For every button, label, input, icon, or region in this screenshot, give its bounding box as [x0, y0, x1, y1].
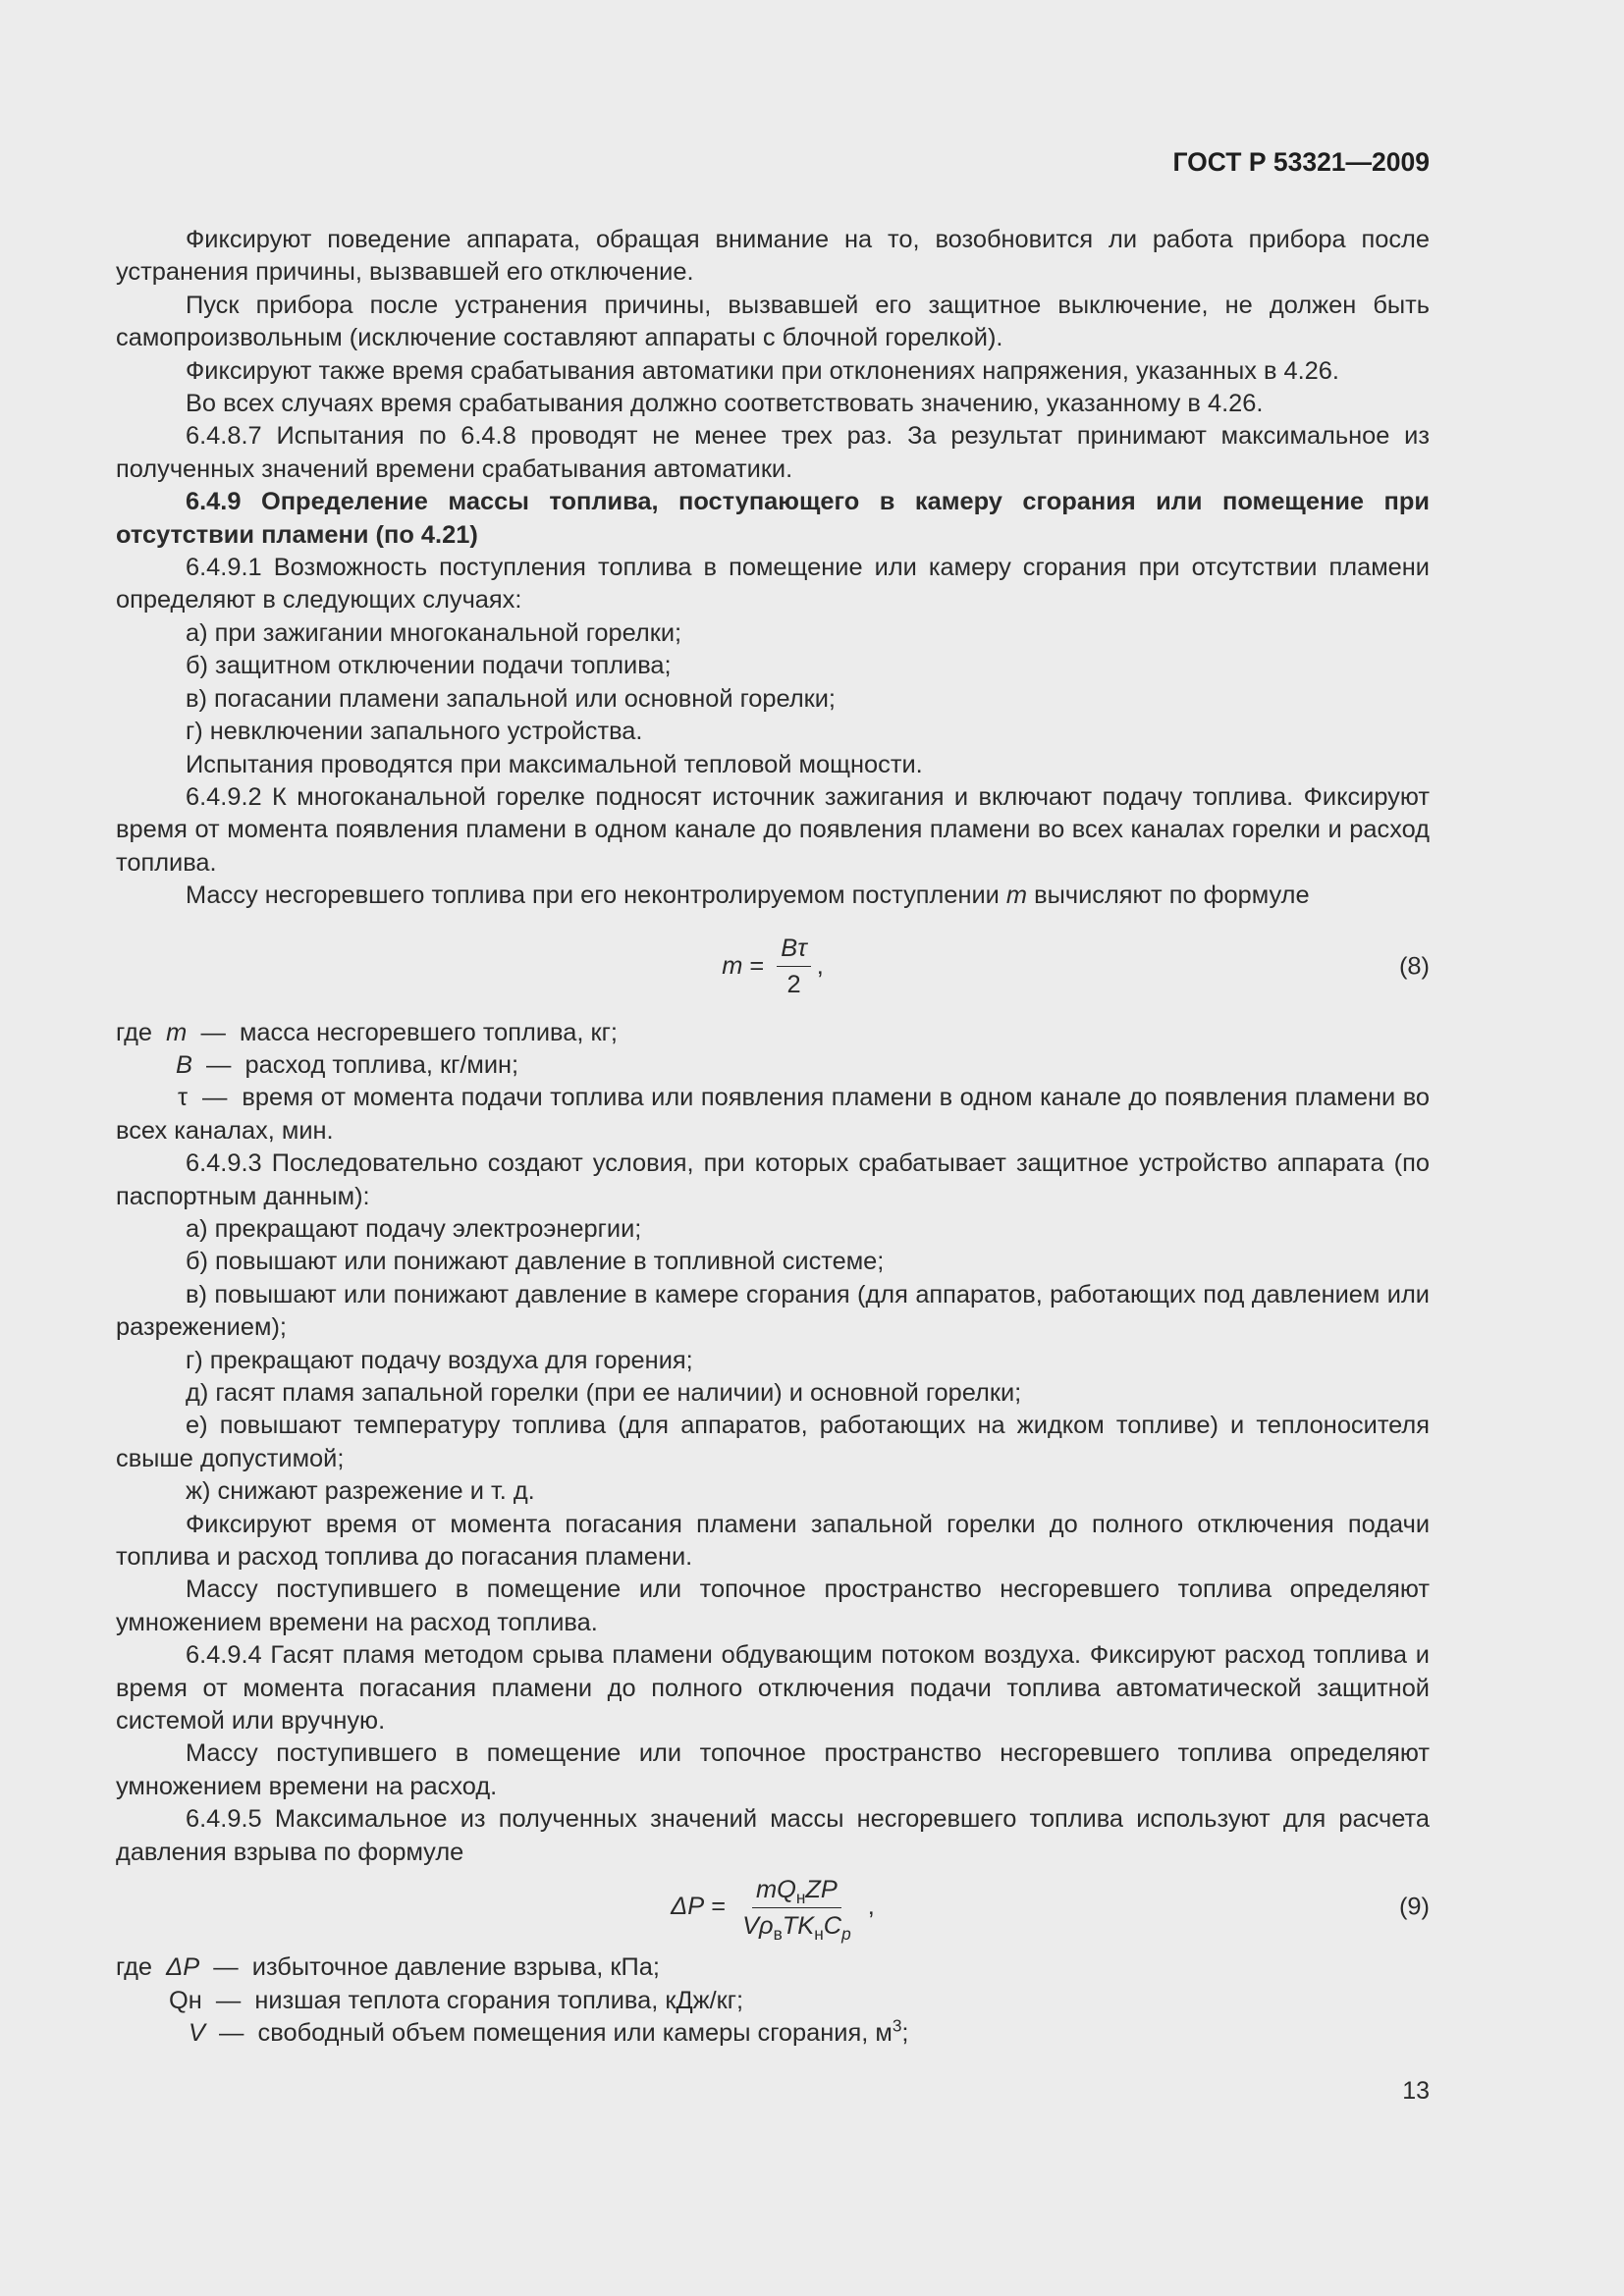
where-symbol: Qн — [169, 1986, 202, 2014]
where-symbol: B — [176, 1050, 192, 1079]
list-item: в) погасании пламени запальной или основной горелки; — [186, 684, 836, 713]
paragraph — [116, 880, 1430, 912]
numerator-part: ZP — [805, 1875, 838, 1903]
formula-tail: , — [816, 951, 824, 980]
where-dash: — — [213, 1953, 239, 1982]
formula-body — [116, 1866, 1430, 1949]
document-body — [116, 224, 1430, 2050]
paragraph: Фиксируют поведение аппарата, обращая внимание на то, возобновится ли работа прибора после устранения причины, вызвавшей его отключение. — [116, 226, 1430, 287]
where-dash: — — [219, 2018, 244, 2047]
page-number: 13 — [1402, 2077, 1430, 2105]
paragraph: Пуск прибора после устранения причины, вызвавшей его защитное выключение, не должен быть самопроизвольным (исключение составляют аппараты с блочной горелкой). — [116, 291, 1430, 352]
denominator-part: C — [823, 1911, 842, 1940]
where-prefix: где — [116, 1953, 153, 1982]
list-item: г) прекращают подачу воздуха для горения; — [186, 1346, 693, 1374]
formula-8 — [116, 922, 1430, 1012]
list-item: а) при зажигании многоканальной горелки; — [186, 618, 682, 647]
paragraph: Испытания проводятся при максимальной тепловой мощности. — [186, 750, 923, 778]
paragraph: Массу поступившего в помещение или топочное пространство несгоревшего топлива определяют умножением времени на расход топлива. — [116, 1575, 1430, 1636]
denominator-subscript: p — [841, 1923, 851, 1944]
text-run: вычисляют по формуле — [1027, 881, 1310, 910]
formula-9 — [116, 1866, 1430, 1949]
list-item: е) повышают температуру топлива (для аппаратов, работающих на жидком топливе) и теплоносителя свыше допустимой; — [116, 1412, 1430, 1472]
paragraph: Во всех случаях время срабатывания должно соответствовать значению, указанному в 4.26. — [186, 390, 1264, 418]
where-end: ; — [901, 2018, 909, 2047]
section-heading: 6.4.9 Определение массы топлива, поступающего в камеру сгорания или помещение при отсутствии пламени (по 4.21) — [116, 488, 1430, 549]
list-item: ж) снижают разрежение и т. д. — [186, 1477, 535, 1506]
list-item: д) гасят пламя запальной горелки (при ее наличии) и основной горелки; — [186, 1379, 1022, 1407]
text-run: Массу несгоревшего топлива при его неконтролируемом поступлении — [186, 881, 1006, 910]
where-line — [116, 1985, 1430, 2017]
document-header: ГОСТ Р 53321—2009 — [1172, 147, 1430, 177]
formula-body — [116, 922, 1430, 1012]
paragraph: 6.4.9.2 К многоканальной горелке подносят источник зажигания и включают подачу топлива. Фиксируют время от момента появления пламени в одном канале до появления пламени во всех каналах горелки и расход топлива. — [116, 782, 1430, 877]
formula-lhs: ΔP — [671, 1893, 705, 1921]
paragraph: 6.4.9.4 Гасят пламя методом срыва пламени обдувающим потоком воздуха. Фиксируют расход топлива и время от момента погасания пламени до полного отключения подачи топлива автоматической защитной системой или вручную. — [116, 1641, 1430, 1735]
where-text: масса несгоревшего топлива, кг; — [239, 1018, 618, 1046]
where-text: свободный объем помещения или камеры сгорания, м — [257, 2018, 893, 2047]
where-symbol: τ — [178, 1084, 189, 1112]
paragraph: Фиксируют время от момента погасания пламени запальной горелки до полного отключения подачи топлива и расход топлива до погасания пламени. — [116, 1510, 1430, 1572]
formula-equals: = — [742, 951, 772, 980]
where-line — [116, 1951, 1430, 1984]
denominator-subscript: н — [814, 1923, 824, 1944]
list-item: а) прекращают подачу электроэнергии; — [186, 1214, 642, 1243]
denominator-part: TK — [782, 1911, 815, 1940]
paragraph: Фиксируют также время срабатывания автоматики при отклонениях напряжения, указанных в 4.26. — [186, 356, 1339, 385]
numerator-text: Bτ — [781, 934, 807, 963]
list-item: б) защитном отключении подачи топлива; — [186, 652, 672, 680]
fraction — [777, 934, 810, 999]
where-dash: — — [206, 1050, 232, 1079]
where-text: время от момента подачи топлива или появления пламени в одном канале до появления пламени во всех каналах, мин. — [116, 1084, 1431, 1145]
superscript: 3 — [892, 2015, 902, 2036]
list-item: в) повышают или понижают давление в камере сгорания (для аппаратов, работающих под давлением или разрежением); — [116, 1280, 1430, 1342]
where-text: избыточное давление взрыва, кПа; — [251, 1953, 660, 1982]
paragraph: 6.4.8.7 Испытания по 6.4.8 проводят не менее трех раз. За результат принимают максимальное из полученных значений времени срабатывания автоматики. — [116, 422, 1430, 483]
where-line — [116, 1082, 1430, 1148]
formula-number: (8) — [1398, 951, 1430, 980]
where-line — [116, 1049, 1430, 1082]
list-item: б) повышают или понижают давление в топливной системе; — [186, 1248, 885, 1276]
where-symbol: ΔP — [166, 1953, 200, 1982]
list-item: г) невключении запального устройства. — [186, 718, 643, 746]
paragraph: 6.4.9.5 Максимальное из полученных значений массы несгоревшего топлива используют для расчета давления взрыва по формуле — [116, 1805, 1430, 1866]
formula-tail: , — [860, 1893, 875, 1921]
numerator-part: mQ — [755, 1875, 796, 1903]
fraction — [738, 1875, 855, 1944]
fraction-numerator — [777, 934, 810, 967]
where-text: низшая теплота сгорания топлива, кДж/кг; — [254, 1986, 744, 2014]
formula-lhs: m — [722, 951, 743, 980]
where-dash: — — [215, 1986, 242, 2014]
paragraph: 6.4.9.1 Возможность поступления топлива в помещение или камеру сгорания при отсутствии пламени определяют в следующих случаях: — [116, 554, 1430, 614]
denominator-part: Vρ — [742, 1911, 774, 1940]
where-dash: — — [202, 1084, 228, 1112]
numerator-subscript: н — [795, 1887, 806, 1907]
denominator-subscript: в — [773, 1923, 783, 1944]
fraction-denominator — [738, 1908, 855, 1944]
fraction-denominator: 2 — [786, 971, 801, 999]
formula-number: (9) — [1398, 1893, 1430, 1921]
where-symbol: m — [166, 1018, 188, 1046]
where-prefix: где — [116, 1018, 153, 1046]
where-symbol: V — [189, 2018, 205, 2047]
variable: m — [1005, 881, 1028, 910]
paragraph: Массу поступившего в помещение или топочное пространство несгоревшего топлива определяют умножением времени на расход. — [116, 1739, 1430, 1800]
fraction-numerator — [752, 1875, 841, 1908]
formula-equals: = — [704, 1893, 733, 1921]
where-text: расход топлива, кг/мин; — [244, 1050, 519, 1079]
where-dash: — — [200, 1018, 226, 1046]
paragraph: 6.4.9.3 Последовательно создают условия, при которых срабатывает защитное устройство аппарата (по паспортным данным): — [116, 1149, 1430, 1210]
where-line — [116, 2017, 1430, 2050]
where-line — [116, 1017, 1430, 1049]
